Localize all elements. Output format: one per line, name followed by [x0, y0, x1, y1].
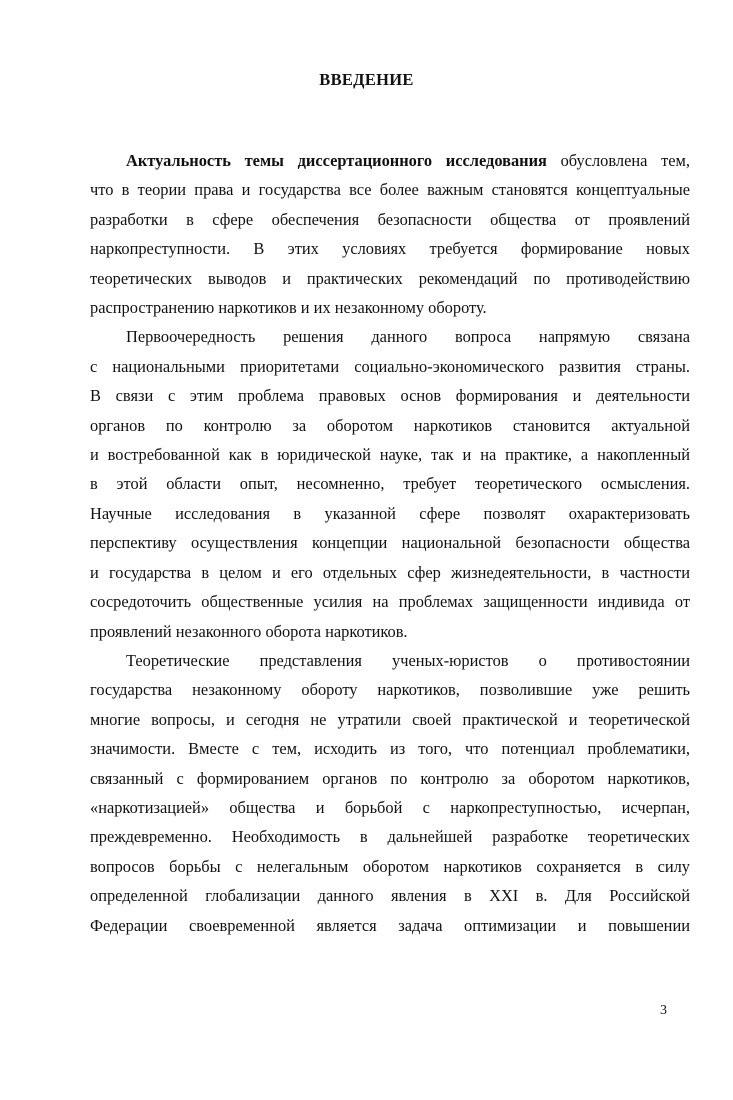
- text-line: и государства в целом и его отдельных сфер жизнедеятельности, в частности: [90, 562, 690, 582]
- text-line: В связи с этим проблема правовых основ формирования и деятельности: [90, 386, 690, 406]
- text-line: значимости. Вместе с тем, исходить из того, что потенциал проблематики,: [90, 739, 690, 759]
- text-line: определенной глобализации данного явления в XXI в. Для Российской: [90, 886, 690, 906]
- page-number: 3: [660, 1003, 667, 1018]
- bold-phrase: Актуальность темы диссертационного исследования: [126, 151, 547, 170]
- text-line: Актуальность темы диссертационного исследования обусловлена тем,: [126, 151, 690, 170]
- text-line: Научные исследования в указанной сфере позволят охарактеризовать: [90, 503, 690, 523]
- text-line: с национальными приоритетами социально-экономического развития страны.: [90, 356, 690, 376]
- text-line: наркопреступности. В этих условиях требуется формирование новых: [90, 239, 690, 259]
- text-line: многие вопросы, и сегодня не утратили своей практической и теоретической: [90, 709, 690, 729]
- text-line: что в теории права и государства все более важным становятся концептуальные: [90, 180, 690, 200]
- text-line: Федерации своевременной является задача оптимизации и повышении: [90, 915, 690, 935]
- document-body: [90, 146, 690, 940]
- paragraph-2: [90, 322, 690, 645]
- text-line: Первоочередность решения данного вопроса напрямую связана: [126, 327, 690, 347]
- text-line: проявлений незаконного оборота наркотиков.: [90, 621, 408, 641]
- text-line: распространению наркотиков и их незаконному обороту.: [90, 298, 487, 318]
- paragraph-1: [90, 146, 690, 322]
- text-line: вопросов борьбы с нелегальным оборотом наркотиков сохраняется в силу: [90, 856, 690, 876]
- text-line: теоретических выводов и практических рекомендаций по противодействию: [90, 268, 690, 288]
- text-line: связанный с формированием органов по контролю за оборотом наркотиков,: [90, 768, 690, 788]
- text-line: Теоретические представления ученых-юристов о противостоянии: [126, 650, 690, 670]
- text-line: «наркотизацией» общества и борьбой с наркопреступностью, исчерпан,: [90, 797, 690, 817]
- page-title: ВВЕДЕНИЕ: [319, 70, 414, 89]
- text-line: преждевременно. Необходимость в дальнейшей разработке теоретических: [90, 827, 690, 847]
- text-line: сосредоточить общественные усилия на проблемах защищенности индивида от: [90, 592, 690, 612]
- text-line: перспективу осуществления концепции национальной безопасности общества: [90, 533, 690, 553]
- text-line: и востребованной как в юридической науке, так и на практике, а накопленный: [90, 445, 690, 465]
- text-line: органов по контролю за оборотом наркотиков становится актуальной: [90, 415, 690, 435]
- text-line: в этой области опыт, несомненно, требует теоретического осмысления.: [90, 474, 690, 494]
- text-line: разработки в сфере обеспечения безопасности общества от проявлений: [90, 209, 690, 229]
- paragraph-3: [90, 646, 690, 940]
- text-line: государства незаконному обороту наркотиков, позволившие уже решить: [90, 680, 690, 700]
